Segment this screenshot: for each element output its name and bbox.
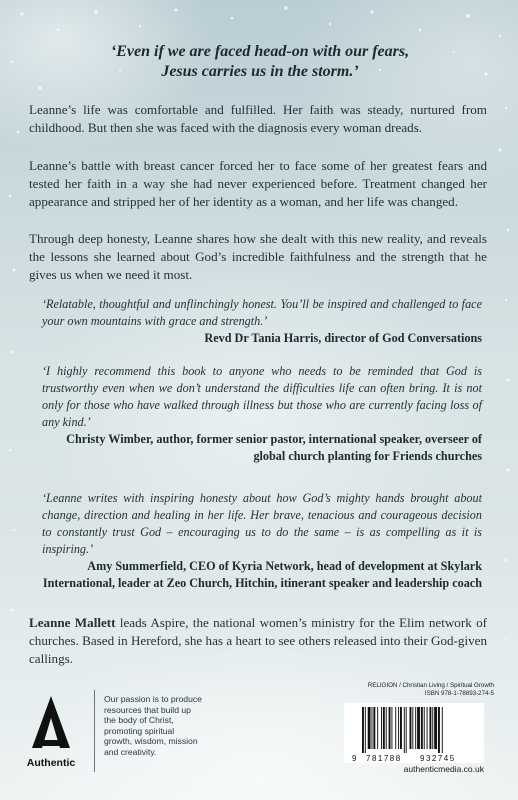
book-category: RELIGION / Christian Living / Spiritual Growth bbox=[367, 682, 494, 689]
barcode bbox=[344, 703, 484, 763]
isbn-block bbox=[344, 682, 494, 698]
endorsement-quote: ‘Leanne writes with inspiring honesty about how God’s mighty hands brought about change, direction and healing in her life. Her brave, tenacious and courageous decision to constantly trust God – encouraging us to do the same – is as compelling as it is inspiring.’ bbox=[42, 491, 482, 556]
blurb-paragraph-1: Leanne’s life was comfortable and fulfilled. Her faith was steady, nurtured from childhood. But then she was faced with the diagnosis every woman dreads. bbox=[29, 102, 487, 135]
barcode-bars bbox=[344, 703, 484, 763]
endorsement-1 bbox=[42, 296, 482, 347]
author-name: Leanne Mallett bbox=[29, 615, 116, 630]
endorsement-attribution: Christy Wimber, author, former senior pastor, international speaker, overseer of global church planting for Friends churches bbox=[66, 432, 482, 463]
publisher-divider bbox=[94, 690, 95, 772]
author-bio bbox=[29, 614, 487, 667]
barcode-digits-right: 932745 bbox=[420, 754, 456, 763]
publisher-name: Authentic bbox=[26, 757, 76, 769]
isbn-number: ISBN 978-1-78893-274-5 bbox=[424, 690, 494, 697]
barcode-digits-left: 781788 bbox=[366, 754, 402, 763]
cover-quote bbox=[60, 42, 460, 82]
barcode-digit-first: 9 bbox=[352, 754, 357, 763]
blurb-paragraph-3: Through deep honesty, Leanne shares how she dealt with this new reality, and reveals the lessons she learned about God’s incredible faithfulness and the strength that he gives us when we need it most. bbox=[29, 231, 487, 282]
publisher-website: authenticmedia.co.uk bbox=[403, 764, 484, 774]
cover-quote-line-2: Jesus carries us in the storm.’ bbox=[161, 63, 359, 80]
endorsement-attribution: Amy Summerfield, CEO of Kyria Network, head of development at Skylark International, leader at Zeo Church, Hitchin, itinerant speaker and leadership coach bbox=[42, 559, 482, 590]
endorsement-attribution: Revd Dr Tania Harris, director of God Conversations bbox=[204, 331, 482, 345]
publisher-mission: Our passion is to produce resources that build up the body of Christ, promoting spiritual growth, wisdom, mission and creativity. bbox=[104, 694, 202, 757]
endorsement-3 bbox=[42, 490, 482, 592]
cover-quote-line-1: ‘Even if we are faced head-on with our fears, bbox=[110, 43, 410, 60]
endorsement-quote: ‘Relatable, thoughtful and unflinchingly honest. You’ll be inspired and challenged to face your own mountains with grace and strength.’ bbox=[42, 297, 482, 328]
authentic-a-logo-icon bbox=[22, 694, 80, 766]
endorsement-quote: ‘I highly recommend this book to anyone who needs to be reminded that God is trustworthy even when we don’t understand the difficulties life can often bring. It is not only for those who have walked through illness but those who are currently facing loss of any kind.’ bbox=[42, 364, 482, 429]
blurb-paragraph-2: Leanne’s battle with breast cancer forced her to face some of her greatest fears and tested her faith in a way she had never experienced before. Treatment changed her appearance and stripped her of her identity as a woman, and her life was changed. bbox=[29, 158, 487, 209]
endorsement-2 bbox=[42, 363, 482, 465]
author-bio-text: leads Aspire, the national women’s ministry for the Elim network of churches. Based in Hereford, she has a heart to see others released into their God-given callings. bbox=[29, 615, 487, 666]
